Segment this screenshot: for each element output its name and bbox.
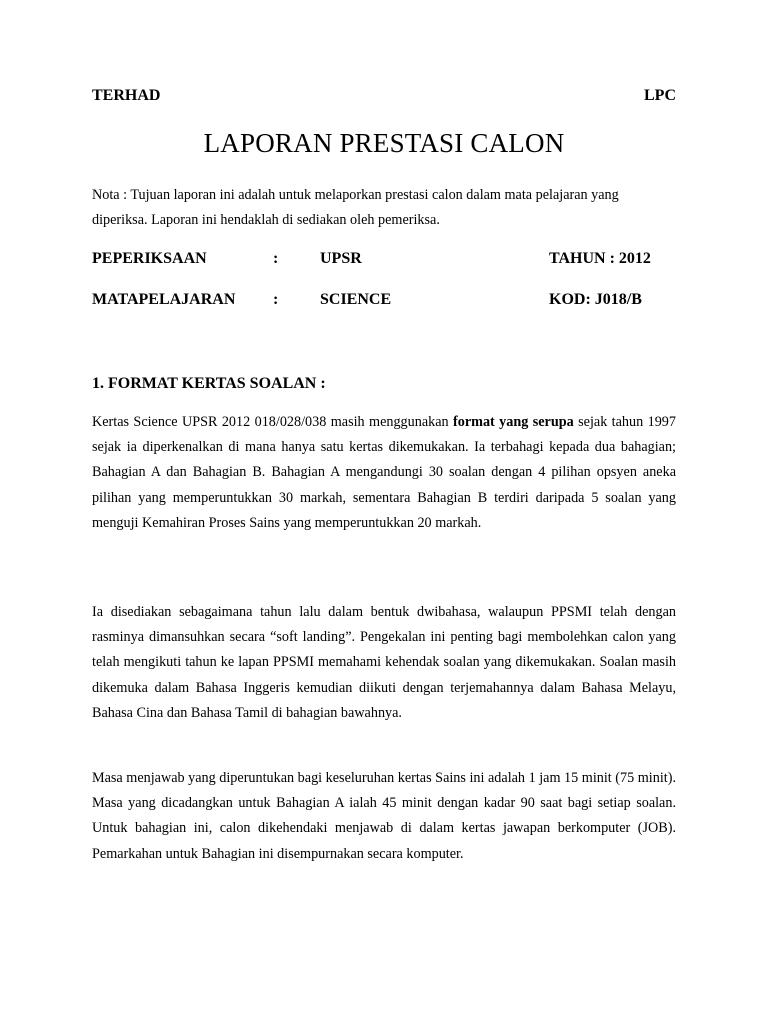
document-header [92, 86, 676, 106]
paragraph-emphasis: format yang serupa [453, 414, 574, 430]
exam-value: UPSR [320, 250, 362, 267]
document-title: LAPORAN PRESTASI CALON [203, 128, 565, 158]
section-heading: 1. FORMAT KERTAS SOALAN : [92, 375, 326, 392]
exam-info-row [92, 248, 676, 270]
paragraph-text: Kertas Science UPSR 2012 018/028/038 masih menggunakan [92, 414, 454, 430]
subject-colon: : [273, 291, 279, 308]
paragraph-text: sejak tahun 1997 sejak ia diperkenalkan di mana hanya satu kertas dikemukakan. Ia terbahagi kepada dua bahagian; Bahagian A dan Bahagian B. Bahagian A mengandungi 30 soalan dengan 4 pilihan opsyen aneka pilihan yang memperuntukkan 30 markah, sementara Bahagian B terdiri daripada 5 soalan yang menguji Kemahiran Proses Sains yang memperuntukkan 20 markah. [92, 414, 676, 531]
code-label: KOD: J018/B [549, 291, 642, 308]
paragraph-format [92, 410, 676, 536]
note-paragraph: Nota : Tujuan laporan ini adalah untuk melaporkan prestasi calon dalam mata pelajaran yang diperiksa. Laporan ini hendaklah di sediakan oleh pemeriksa. [92, 187, 619, 228]
classification-label: TERHAD [92, 87, 161, 104]
paragraph-timing: Masa menjawab yang diperuntukan bagi keseluruhan kertas Sains ini adalah 1 jam 15 minit (75 minit). Masa yang dicadangkan untuk Bahagian A ialah 45 minit dengan kadar 90 saat bagi setiap soalan. Untuk bahagian ini, calon dikehendaki menjawab di dalam kertas jawapan berkomputer (JOB). Pemarkahan untuk Bahagian ini disempurnakan secara komputer. [92, 770, 676, 862]
form-code-label: LPC [644, 87, 676, 104]
exam-colon: : [273, 250, 279, 267]
subject-label: MATAPELAJARAN [92, 291, 236, 308]
year-label: TAHUN : 2012 [549, 250, 651, 267]
subject-value: SCIENCE [320, 291, 392, 308]
exam-label: PEPERIKSAAN [92, 250, 207, 267]
paragraph-bilingual: Ia disediakan sebagaimana tahun lalu dalam bentuk dwibahasa, walaupun PPSMI telah dengan rasminya dimansuhkan secara “soft landing”. Pengekalan ini penting bagi membolehkan calon yang telah mengikuti tahun ke lapan PPSMI memahami kehendak soalan yang dikemukakan. Soalan masih dikemuka dalam Bahasa Inggeris kemudian diikuti dengan terjemahannya dalam Bahasa Melayu, Bahasa Cina dan Bahasa Tamil di bahagian bawahnya. [92, 604, 676, 721]
subject-info-row [92, 289, 676, 311]
